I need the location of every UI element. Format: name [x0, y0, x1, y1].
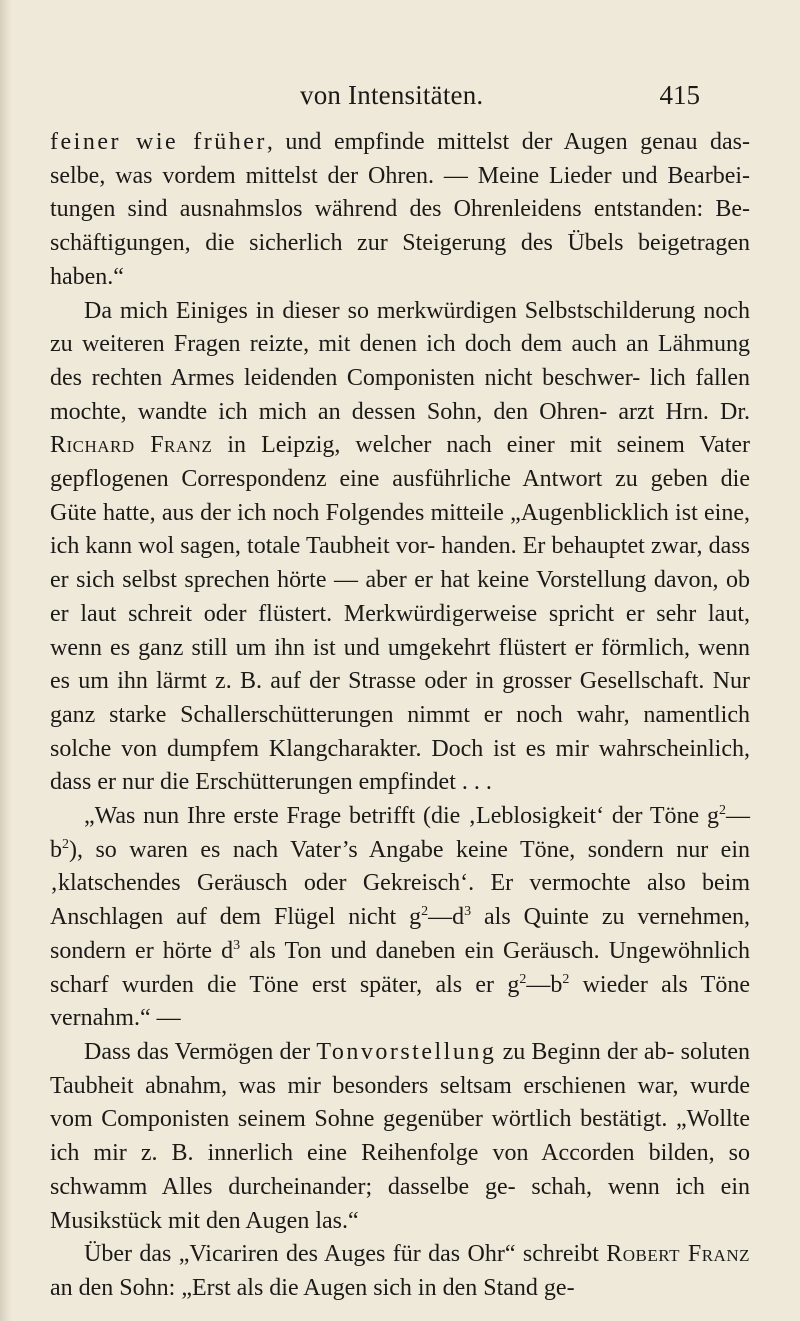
paragraph: [50, 126, 750, 295]
superscript: 3: [464, 904, 472, 920]
paragraph-text: Da mich Einiges in dieser so merkwürdigen Selbstschilderung noch zu weiteren Fragen reizte, mit denen ich doch dem auch an Lähmung des rechten Armes leidenden Componisten nicht beschwer- lich fallen mochte, wandte ich mich an dessen Sohn, den Ohren- arzt Hrn. Dr.: [50, 297, 750, 425]
paragraph-text: „Was nun Ihre erste Frage betrifft (die ‚Leblosigkeit‘ der Töne g: [84, 803, 719, 830]
person-name: Richard Franz: [50, 432, 213, 459]
paragraph-text: —d: [428, 904, 465, 931]
paragraph-text: —b: [526, 971, 563, 998]
paragraph-text: als Quinte zu vernehmen, sondern er hörte d: [50, 904, 750, 964]
page-header: [0, 80, 800, 120]
superscript: 2: [421, 904, 429, 920]
body-text: [50, 126, 750, 1306]
paragraph-text: —b: [50, 803, 750, 863]
person-name: Robert Franz: [606, 1241, 750, 1268]
superscript: 2: [62, 836, 69, 852]
page-binding-edge: [0, 0, 12, 1321]
paragraph: [50, 800, 750, 1036]
spaced-emphasis: Tonvorstellung: [316, 1038, 497, 1065]
paragraph-text: Über das „Vicariren des Auges für das Ohr“ schreibt: [84, 1241, 599, 1268]
running-title: von Intensitäten.: [300, 80, 484, 110]
paragraph-text: ), so waren es nach Vater’s Angabe keine Töne, sondern nur ein ‚klatschendes Geräusch oder Gekreisch‘. Er vermochte also beim Anschlagen auf dem Flügel nicht g: [50, 836, 750, 931]
paragraph-text: Dass das Vermögen der: [84, 1038, 311, 1065]
spaced-emphasis: feiner wie früher: [50, 129, 267, 155]
paragraph-text: , und empfinde mittelst der Augen genau das- selbe, was vordem mittelst der Ohren. — Meine Lieder und Bearbei- tungen sind ausnahmslos während des Ohrenleidens entstanden: Be- schäftigungen, die sicherlich zur Steigerung des Übels beigetragen haben.“: [50, 129, 750, 290]
paragraph-text: zu Beginn der ab- soluten Taubheit abnahm, was mir besonders seltsam erschienen war, wurde vom Componisten seinem Sohne gegenüber wörtlich bestätigt. „Wollte ich mir z. B. innerlich eine Reihenfolge von Accorden bilden, so schwamm Alles durcheinander; dasselbe ge- schah, wenn ich ein Musikstück mit den Augen las.“: [50, 1038, 751, 1234]
paragraph: [50, 1036, 750, 1238]
paragraph: [50, 1238, 750, 1305]
superscript: 2: [519, 971, 527, 987]
superscript: 2: [719, 803, 726, 819]
paragraph-text: in Leipzig, welcher nach einer mit seinem Vater gepflogenen Correspondenz eine ausführliche Antwort zu geben die Güte hatte, aus der ich noch Folgendes mitteile „Augenblicklich ist eine, ich kann wol sagen, totale Taubheit vor- handen. Er behauptet zwar, dass er sich selbst sprechen hörte — aber er hat keine Vorstellung davon, ob er laut schreit oder flüstert. Merkwürdigerweise spricht er sehr laut, wenn es ganz still um ihn ist und umgekehrt flüstert er förmlich, wenn es um ihn lärmt z. B. auf der Strasse oder in grosser Gesellschaft. Nur ganz starke Schallerschütterungen nimmt er noch wahr, namentlich solche von dumpfem Klangcharakter. Doch ist es mir wahrscheinlich, dass er nur die Erschütterungen empfindet . . .: [50, 432, 751, 796]
paragraph-text: als Ton und daneben ein Geräusch. Ungewöhnlich scharf wurden die Töne erst später, als er g: [50, 937, 750, 998]
paragraph: [50, 295, 750, 801]
superscript: 2: [562, 971, 570, 987]
paragraph-text: an den Sohn: „Erst als die Augen sich in den Stand ge-: [50, 1274, 575, 1301]
superscript: 3: [233, 937, 241, 953]
page-number: 415: [659, 80, 700, 110]
paragraph-text: wieder als Töne vernahm.“ —: [50, 971, 750, 1032]
